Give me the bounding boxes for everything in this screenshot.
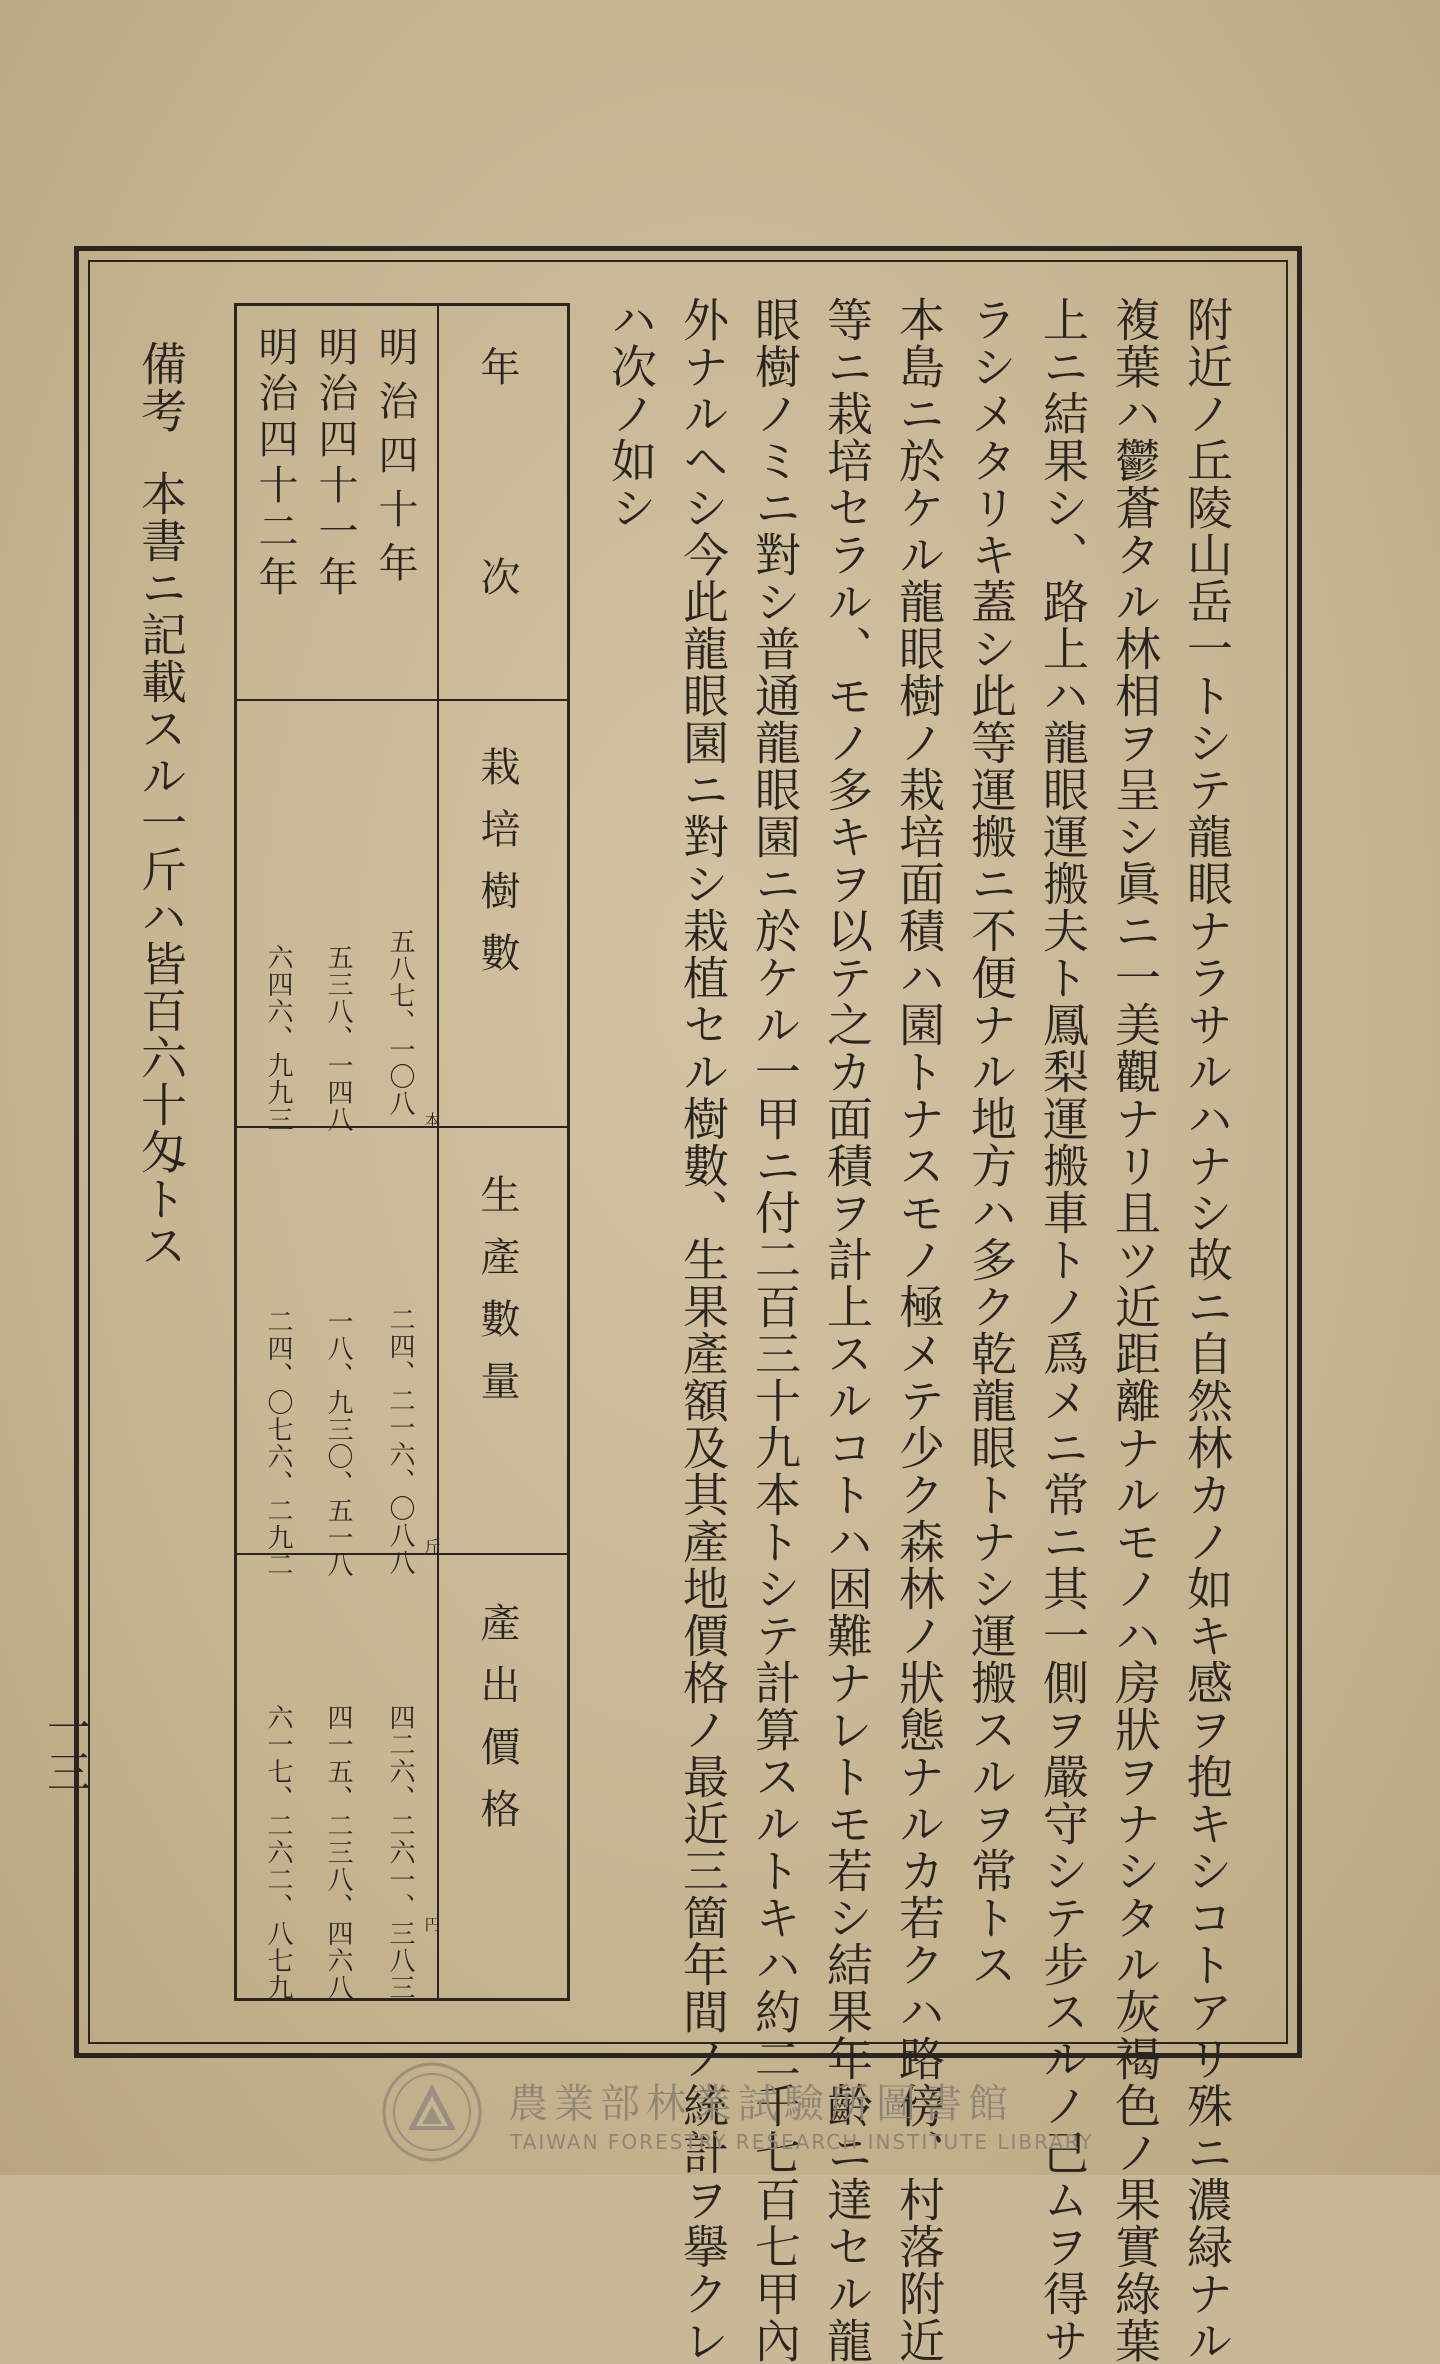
header-production: 生產數量 — [474, 1174, 520, 1422]
page-number: 一三 — [39, 1705, 90, 1793]
row-2-year: 明治四十一年 — [312, 326, 358, 602]
body-line-5: 本島ニ於ケル龍眼樹ノ栽培面積ハ園トナスモノ極メテ少ク森林ノ狀態ナルカ若クハ路傍、村落附近 — [892, 296, 946, 2364]
row-1-trees: 五八七、一〇八 — [385, 928, 415, 1117]
row-2-value: 四一五、二三八、四六八 — [323, 1704, 353, 2001]
row-3-year: 明治四十二年 — [252, 326, 298, 602]
header-value: 產出價格 — [474, 1602, 520, 1850]
row-2-production: 一八、九三〇、五一八 — [323, 1308, 353, 1578]
unit-value: 円 — [422, 1916, 441, 1932]
body-line-8: 外ナルヘシ今此龍眼園ニ對シ栽植セル樹數、生果產額及其產地價格ノ最近三箇年間ノ統計ヲ擧クレ — [676, 296, 730, 2364]
library-watermark — [380, 2060, 1100, 2170]
unit-production: 斤 — [422, 1538, 441, 1554]
row-3-trees: 六四六、九九三 — [263, 944, 293, 1133]
library-name-cn: 農業部林業試驗所圖書館 — [508, 2081, 1014, 2127]
header-trees: 栽培樹數 — [474, 746, 520, 994]
statistics-table — [234, 303, 570, 2001]
body-line-4: ラシメタリキ蓋シ此等運搬ニ不便ナル地方ハ多ク乾龍眼トナシ運搬スルヲ常トス — [964, 296, 1018, 1988]
unit-trees: 本 — [422, 1112, 441, 1128]
remarks-label: 備考 — [134, 340, 188, 434]
body-line-7: 眼樹ノミニ對シ普通龍眼園ニ於ケル一甲ニ付二百三十九本トシテ計算スルトキハ約二千七百七甲內 — [748, 296, 802, 2364]
row-1-value: 四二六、二六一、三八三 — [385, 1704, 415, 2001]
body-line-3: 上ニ結果シ、路上ハ龍眼運搬夫ト鳳梨運搬車トノ爲メニ常ニ其一側ヲ嚴守シテ步スルノ己ムヲ得サ — [1036, 296, 1090, 2364]
remarks-text: 本書ニ記載スル一斤ハ皆百六十匁トス — [134, 470, 188, 1269]
row-3-production: 二四、〇七六、二九二 — [263, 1308, 293, 1578]
header-year: 年 次 — [474, 346, 520, 626]
library-name-en: TAIWAN FORESTRY RESEARCH INSTITUTE LIBRARY — [510, 2130, 1094, 2154]
body-line-2: 複葉ハ鬱蒼タル林相ヲ呈シ眞ニ一美觀ナリ且ツ近距離ナルモノハ房狀ヲナシタル灰褐色ノ果實綠葉 — [1108, 296, 1162, 2364]
library-seal-icon — [380, 2060, 484, 2164]
row-1-year: 明治四十年 — [372, 326, 418, 596]
table-divider-year — [237, 699, 567, 701]
body-line-9: ハ次ノ如シ — [604, 296, 658, 531]
row-1-production: 二四、二一六、〇八八 — [385, 1306, 415, 1576]
table-divider-header — [437, 306, 439, 1998]
row-2-trees: 五三八、一四八 — [323, 944, 353, 1133]
body-line-6: 等ニ栽培セラル、モノ多キヲ以テ之カ面積ヲ計上スルコトハ困難ナレトモ若シ結果年齡ニ達セル龍 — [820, 296, 874, 2364]
body-line-1: 附近ノ丘陵山岳一トシテ龍眼ナラサルハナシ故ニ自然林カノ如キ感ヲ抱キシコトアリ殊ニ濃緑ナル — [1180, 296, 1234, 2364]
row-3-value: 六一七、二六二、八七九 — [263, 1704, 293, 2001]
